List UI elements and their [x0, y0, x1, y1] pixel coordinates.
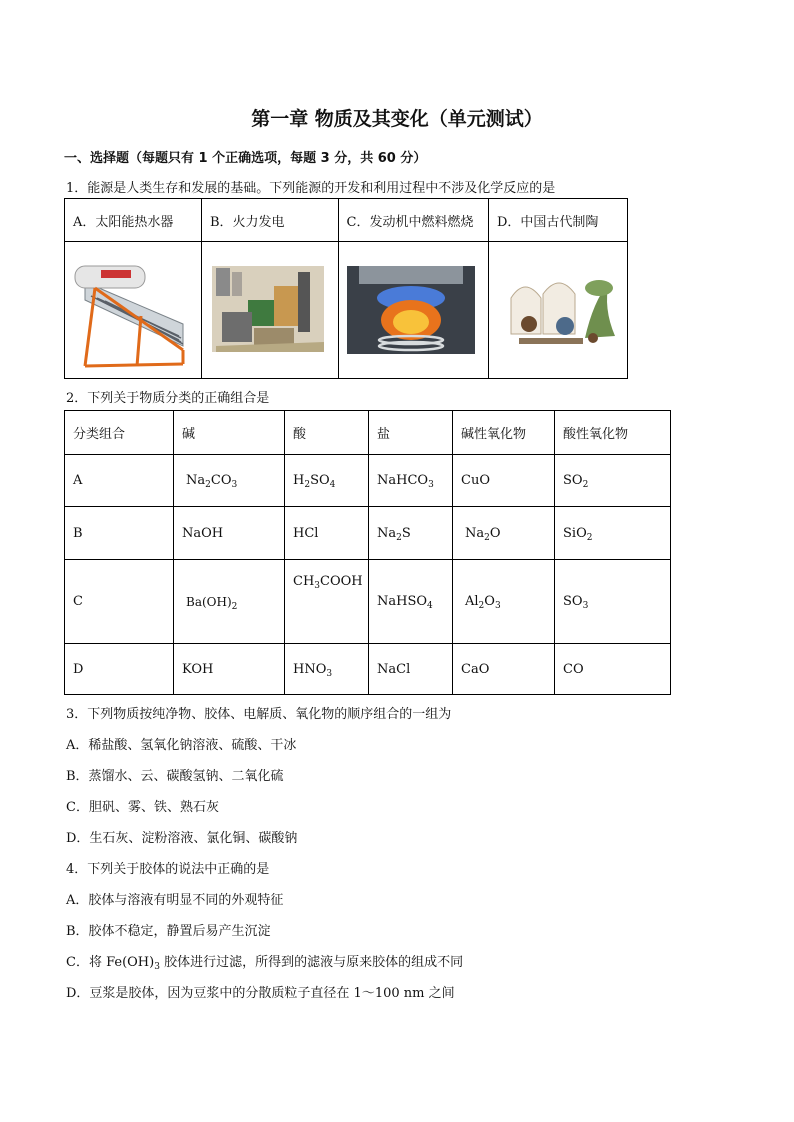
q1-option-b: B．火力发电	[202, 199, 339, 242]
formula-basic-oxide: CaO	[453, 644, 555, 695]
table-row	[65, 507, 671, 560]
q3-option-b: B．蒸馏水、云、碳酸氢钠、二氧化硫	[66, 769, 284, 784]
table-row	[65, 644, 671, 695]
q4-option-d: D．豆浆是胶体，因为豆浆中的分散质粒子直径在 1～100 nm 之间	[66, 986, 455, 1001]
q2-classification-table	[64, 410, 671, 695]
q3-option-c: C．胆矾、雾、铁、熟石灰	[66, 800, 219, 815]
q2-header-cell: 碱性氧化物	[453, 411, 555, 455]
row-label: D	[65, 644, 174, 695]
q3-option-d: D．生石灰、淀粉溶液、氯化铜、碳酸钠	[66, 831, 298, 846]
formula-acid-oxide: $SO_3$	[555, 560, 671, 644]
engine-combustion-image	[339, 242, 483, 378]
q1-stem: 1．能源是人类生存和发展的基础。下列能源的开发和利用过程中不涉及化学反应的是	[66, 181, 556, 196]
ancient-pottery-image	[489, 242, 627, 378]
q2-stem: 2．下列关于物质分类的正确组合是	[66, 391, 270, 406]
q4-option-a: A．胶体与溶液有明显不同的外观特征	[66, 893, 284, 908]
solar-water-heater-image	[65, 242, 201, 378]
q1-options-table	[64, 198, 628, 379]
q2-header-cell: 酸	[285, 411, 369, 455]
formula-acid: $CH_3COOH$	[285, 560, 369, 644]
formula-base: NaOH	[174, 507, 285, 560]
table-row	[65, 455, 671, 507]
formula-basic-oxide: CuO	[453, 455, 555, 507]
page-title: 第一章 物质及其变化（单元测试）	[251, 108, 543, 130]
formula-base: KOH	[174, 644, 285, 695]
row-label: A	[65, 455, 174, 507]
q1-option-a: A．太阳能热水器	[65, 199, 202, 242]
formula-basic-oxide: $Al_2O_3$	[453, 560, 555, 644]
q4-option-c: C．将 $Fe(OH)_3$ 胶体进行过滤，所得到的滤液与原来胶体的组成不同	[66, 955, 464, 972]
q3-stem: 3．下列物质按纯净物、胶体、电解质、氧化物的顺序组合的一组为	[66, 707, 452, 722]
q2-header-cell: 盐	[369, 411, 453, 455]
formula-acid-oxide: CO	[555, 644, 671, 695]
q2-header-cell: 碱	[174, 411, 285, 455]
formula-salt: $Na_2S$	[369, 507, 453, 560]
formula-acid: HCl	[285, 507, 369, 560]
formula-acid: $HNO_3$	[285, 644, 369, 695]
thermal-power-plant-image	[202, 242, 332, 378]
q2-header-row	[65, 411, 671, 455]
q4-stem: 4．下列关于胶体的说法中正确的是	[66, 862, 270, 877]
formula-base: $Ba(OH)_2$	[174, 560, 285, 644]
q2-header-cell: 分类组合	[65, 411, 174, 455]
formula-acid-oxide: SiO$_2$	[555, 507, 671, 560]
q2-header-cell: 酸性氧化物	[555, 411, 671, 455]
q1-option-d: D．中国古代制陶	[489, 199, 628, 242]
row-label: C	[65, 560, 174, 644]
formula-salt: NaCl	[369, 644, 453, 695]
section-heading: 一、选择题（每题只有 1 个正确选项，每题 3 分，共 60 分）	[64, 151, 427, 166]
formula-acid: $H_2SO_4$	[285, 455, 369, 507]
q4-option-b: B．胶体不稳定，静置后易产生沉淀	[66, 924, 271, 939]
formula-base: $Na_2CO_3$	[174, 455, 285, 507]
formula-acid-oxide: $SO_2$	[555, 455, 671, 507]
formula-basic-oxide: $Na_2O$	[453, 507, 555, 560]
q1-option-c: C．发动机中燃料燃烧	[338, 199, 489, 242]
formula-salt: NaHCO$_3$	[369, 455, 453, 507]
formula-salt: NaHSO$_4$	[369, 560, 453, 644]
table-row	[65, 560, 671, 644]
q3-option-a: A．稀盐酸、氢氧化钠溶液、硫酸、干冰	[66, 738, 297, 753]
row-label: B	[65, 507, 174, 560]
